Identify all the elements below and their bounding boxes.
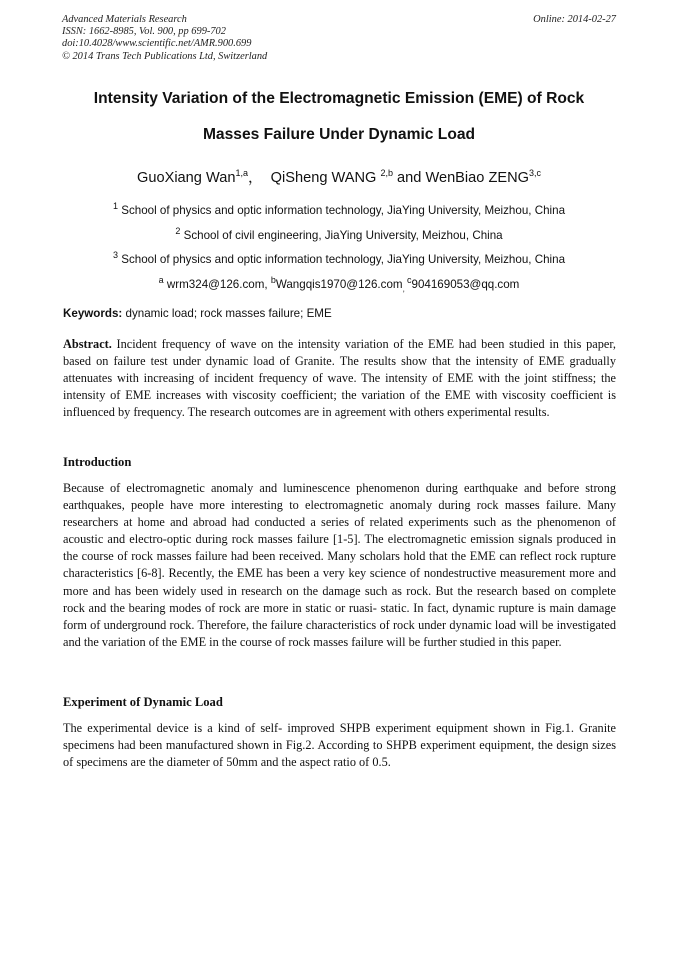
title-line-1: Intensity Variation of the Electromagnetic Emission (EME) of Rock — [93, 90, 585, 107]
journal-copyright: © 2014 Trans Tech Publications Ltd, Switzerland — [62, 50, 268, 62]
affiliation-1 — [30, 202, 648, 227]
paper-title — [40, 86, 638, 158]
affiliation-1-num: 1 — [112, 201, 118, 212]
author-list — [30, 166, 648, 187]
author-1-affil: 1,a — [235, 168, 248, 179]
abstract — [63, 336, 616, 421]
keywords — [63, 307, 616, 320]
keywords-text: dynamic load; rock masses failure; EME — [122, 307, 332, 320]
author-separator: ， — [247, 170, 263, 186]
email-b: Wangqis1970@126.com — [275, 277, 403, 291]
online-date: Online: 2014-02-27 — [533, 14, 616, 25]
abstract-text: Incident frequency of wave on the intensity variation of the EME had been studied in this paper, based on failure test under dynamic load of Granite. The results show that the intensity of EME gradually attenuates with increasing of incident frequency of wave. The intensity of EME with the joint stiffness; the intensity of EME increases with viscosity coefficient; the variation of the EME with viscosity coefficient is influenced by frequency. The research outcomes are in agreement with others experimental results. — [63, 337, 616, 420]
email-a: wrm324@126.com, — [166, 277, 271, 291]
journal-header — [62, 14, 616, 63]
affiliation-2-num: 2 — [175, 225, 181, 236]
author-3: WenBiao ZENG — [425, 170, 529, 186]
journal-issn: ISSN: 1662-8985, Vol. 900, pp 699-702 — [62, 26, 226, 38]
experiment-heading: Experiment of Dynamic Load — [63, 695, 223, 709]
journal-doi: doi:10.4028/www.scientific.net/AMR.900.699 — [62, 38, 252, 50]
affiliation-1-text: School of physics and optic information technology, JiaYing University, Meizhou, China — [121, 204, 566, 217]
title-line-2: Masses Failure Under Dynamic Load — [202, 126, 476, 143]
introduction-paragraph: Because of electromagnetic anomaly and luminescence phenomenon during earthquake and before strong earthquakes, people have more interesting to electromagnetic anomaly during rock masses failure. Many researchers at home and abroad had conducted a series of related experiments such as the phenomenon of acoustic and electro-optic during rock masses failure [1-5]. The electromagnetic emission signals produced in the course of rock masses failure had been received. Many scholars hold that the EME can reflect rock rupture characteristics [6-8]. Recently, the EME has been a very key science of nondestructive measurement more and more and has been widely used in research on the damage such as rock. But the research based on complete rock and the bearing modes of rock are more in static or ruasi- static. In fact, dynamic rupture is main damage form of underground rock. Therefore, the failure characteristics of rock under dynamic load will be investigated and the variation of the EME in the course of rock masses failure will be further studied in this paper. — [63, 481, 616, 649]
keywords-label: Keywords: — [63, 307, 123, 320]
abstract-label: Abstract. — [63, 337, 112, 351]
author-2-affil: 2,b — [380, 168, 393, 179]
author-and: and — [392, 170, 426, 186]
author-2: QiSheng WANG — [270, 170, 377, 186]
journal-name: Advanced Materials Research — [62, 14, 187, 25]
email-b-marker: b — [270, 274, 276, 285]
affiliation-3-text: School of physics and optic information technology, JiaYing University, Meizhou, China — [121, 253, 566, 266]
affiliation-3 — [30, 251, 648, 276]
affiliation-2-text: School of civil engineering, JiaYing University, Meizhou, China — [183, 228, 503, 242]
affiliation-3-num: 3 — [112, 250, 118, 261]
affiliation-2 — [30, 227, 648, 252]
introduction-heading: Introduction — [63, 455, 132, 469]
email-separator: , — [402, 283, 408, 293]
affiliations — [30, 202, 648, 300]
author-1: GuoXiang Wan — [137, 170, 236, 186]
experiment-paragraph: The experimental device is a kind of self- improved SHPB experiment equipment shown in Fig.1. Granite specimens had been manufactured shown in Fig.2. According to SHPB experiment equipment, the design sizes of specimens are the diameter of 50mm and the aspect ratio of 0.5. — [63, 721, 616, 770]
email-c: 904169053@qq.com — [411, 277, 520, 291]
email-a-marker: a — [158, 274, 164, 285]
email-c-marker: c — [407, 274, 412, 285]
author-3-affil: 3,c — [528, 168, 541, 179]
email-list — [30, 276, 648, 301]
